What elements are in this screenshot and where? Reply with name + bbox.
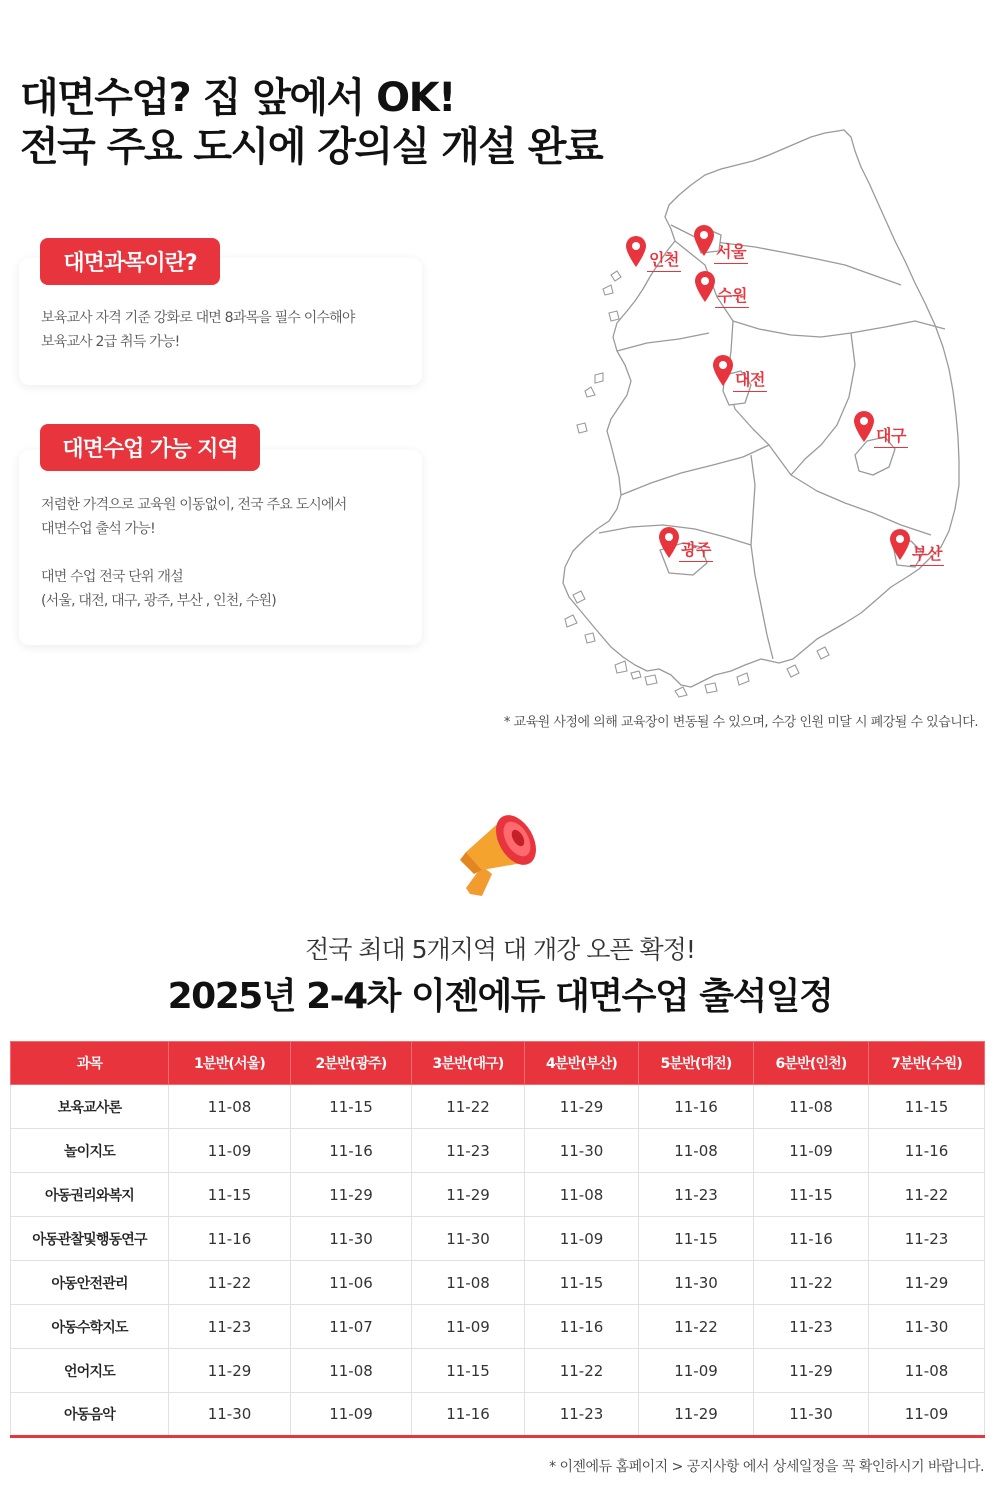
date-cell: 11-23	[869, 1217, 985, 1261]
date-cell: 11-16	[639, 1085, 754, 1129]
city-label-daejeon: 대전	[733, 367, 767, 392]
date-cell: 11-08	[412, 1261, 525, 1305]
card-text-line: 보육교사 자격 기준 강화로 대면 8과목을 필수 이수해야	[41, 310, 355, 326]
date-cell: 11-15	[639, 1217, 754, 1261]
subject-cell: 아동관찰및행동연구	[11, 1217, 169, 1261]
map-pin-icon	[693, 269, 717, 303]
date-cell: 11-23	[525, 1393, 639, 1437]
date-cell: 11-16	[869, 1129, 985, 1173]
map-pin-icon	[711, 353, 735, 387]
date-cell: 11-08	[754, 1085, 869, 1129]
city-label-seoul: 서울	[714, 239, 748, 264]
subject-cell: 언어지도	[11, 1349, 169, 1393]
date-cell: 11-30	[639, 1261, 754, 1305]
card-title-badge: 대면과목이란?	[40, 238, 220, 285]
column-header: 5분반(대전)	[639, 1042, 754, 1085]
date-cell: 11-15	[525, 1261, 639, 1305]
column-header: 과목	[11, 1042, 169, 1085]
date-cell: 11-29	[291, 1173, 412, 1217]
city-label-busan: 부산	[910, 541, 944, 566]
column-header: 6분반(인천)	[754, 1042, 869, 1085]
date-cell: 11-22	[869, 1173, 985, 1217]
map-pin-icon	[657, 525, 681, 559]
table-row	[11, 1173, 985, 1217]
column-header: 3분반(대구)	[412, 1042, 525, 1085]
date-cell: 11-29	[869, 1261, 985, 1305]
city-label-daegu: 대구	[874, 423, 908, 448]
date-cell: 11-30	[754, 1393, 869, 1437]
card-text-line: 저렴한 가격으로 교육원 이동없이, 전국 주요 도시에서	[41, 497, 347, 513]
table-row	[11, 1217, 985, 1261]
hero-title	[20, 74, 602, 172]
table-row	[11, 1393, 985, 1437]
date-cell: 11-22	[169, 1261, 291, 1305]
card-description	[41, 306, 355, 354]
date-cell: 11-23	[639, 1173, 754, 1217]
card-title-badge: 대면수업 가능 지역	[40, 424, 260, 471]
city-label-suwon: 수원	[715, 283, 749, 308]
schedule-notice: * 이젠에듀 홈페이지 > 공지사항 에서 상세일정을 꼭 확인하시기 바랍니다.	[549, 1459, 984, 1475]
date-cell: 11-30	[869, 1305, 985, 1349]
hero-title-line-1: 대면수업? 집 앞에서 OK!	[20, 75, 455, 121]
subject-cell: 아동수학지도	[11, 1305, 169, 1349]
card-text-line: 대면 수업 전국 단위 개설	[41, 569, 183, 585]
date-cell: 11-30	[291, 1217, 412, 1261]
table-row	[11, 1261, 985, 1305]
date-cell: 11-08	[525, 1173, 639, 1217]
column-header: 4분반(부산)	[525, 1042, 639, 1085]
schedule-title: 2025년 2-4차 이젠에듀 대면수업 출석일정	[167, 976, 833, 1017]
column-header: 2분반(광주)	[291, 1042, 412, 1085]
korea-map	[555, 125, 975, 700]
date-cell: 11-23	[169, 1305, 291, 1349]
date-cell: 11-09	[525, 1217, 639, 1261]
city-label-gwangju: 광주	[679, 537, 713, 562]
date-cell: 11-06	[291, 1261, 412, 1305]
schedule-table	[10, 1041, 985, 1438]
subject-cell: 아동음악	[11, 1393, 169, 1437]
date-cell: 11-30	[525, 1129, 639, 1173]
date-cell: 11-15	[869, 1085, 985, 1129]
date-cell: 11-09	[169, 1129, 291, 1173]
map-disclaimer: * 교육원 사정에 의해 교육장이 변동될 수 있으며, 수강 인원 미달 시 폐강될 수 있습니다.	[503, 715, 978, 730]
schedule-subtitle: 전국 최대 5개지역 대 개강 오픈 확정!	[305, 935, 695, 964]
date-cell: 11-29	[412, 1173, 525, 1217]
city-label-incheon: 인천	[647, 247, 681, 272]
available-region-card	[19, 450, 422, 645]
date-cell: 11-09	[869, 1393, 985, 1437]
date-cell: 11-15	[291, 1085, 412, 1129]
date-cell: 11-29	[169, 1349, 291, 1393]
date-cell: 11-16	[169, 1217, 291, 1261]
date-cell: 11-15	[412, 1349, 525, 1393]
table-row	[11, 1305, 985, 1349]
map-pin-icon	[692, 223, 716, 257]
date-cell: 11-08	[169, 1085, 291, 1129]
map-pin-icon	[852, 409, 876, 443]
date-cell: 11-22	[754, 1261, 869, 1305]
date-cell: 11-09	[291, 1393, 412, 1437]
date-cell: 11-16	[291, 1129, 412, 1173]
table-row	[11, 1129, 985, 1173]
date-cell: 11-23	[412, 1129, 525, 1173]
card-description	[41, 493, 346, 613]
subject-cell: 놀이지도	[11, 1129, 169, 1173]
date-cell: 11-22	[412, 1085, 525, 1129]
date-cell: 11-15	[169, 1173, 291, 1217]
date-cell: 11-16	[412, 1393, 525, 1437]
megaphone-icon	[452, 804, 544, 902]
table-header-row	[11, 1042, 985, 1085]
date-cell: 11-09	[639, 1349, 754, 1393]
date-cell: 11-09	[754, 1129, 869, 1173]
date-cell: 11-23	[754, 1305, 869, 1349]
map-pin-icon	[888, 527, 912, 561]
date-cell: 11-08	[869, 1349, 985, 1393]
date-cell: 11-08	[639, 1129, 754, 1173]
date-cell: 11-16	[754, 1217, 869, 1261]
map-pin-icon	[624, 234, 648, 268]
date-cell: 11-22	[525, 1349, 639, 1393]
subject-cell: 아동권리와복지	[11, 1173, 169, 1217]
date-cell: 11-16	[525, 1305, 639, 1349]
date-cell: 11-09	[412, 1305, 525, 1349]
korea-map-outline	[555, 125, 975, 700]
card-text-line: (서울, 대전, 대구, 광주, 부산 , 인천, 수원)	[41, 593, 276, 609]
column-header: 1분반(서울)	[169, 1042, 291, 1085]
column-header: 7분반(수원)	[869, 1042, 985, 1085]
date-cell: 11-22	[639, 1305, 754, 1349]
date-cell: 11-30	[169, 1393, 291, 1437]
table-row	[11, 1349, 985, 1393]
date-cell: 11-29	[525, 1085, 639, 1129]
date-cell: 11-08	[291, 1349, 412, 1393]
date-cell: 11-29	[639, 1393, 754, 1437]
date-cell: 11-07	[291, 1305, 412, 1349]
card-text-line: 대면수업 출석 가능!	[41, 521, 155, 537]
hero-title-line-2: 전국 주요 도시에 강의실 개설 완료	[20, 124, 603, 170]
subject-cell: 보육교사론	[11, 1085, 169, 1129]
date-cell: 11-30	[412, 1217, 525, 1261]
date-cell: 11-29	[754, 1349, 869, 1393]
subject-cell: 아동안전관리	[11, 1261, 169, 1305]
table-row	[11, 1085, 985, 1129]
card-text-line: 보육교사 2급 취득 가능!	[41, 334, 180, 350]
date-cell: 11-15	[754, 1173, 869, 1217]
